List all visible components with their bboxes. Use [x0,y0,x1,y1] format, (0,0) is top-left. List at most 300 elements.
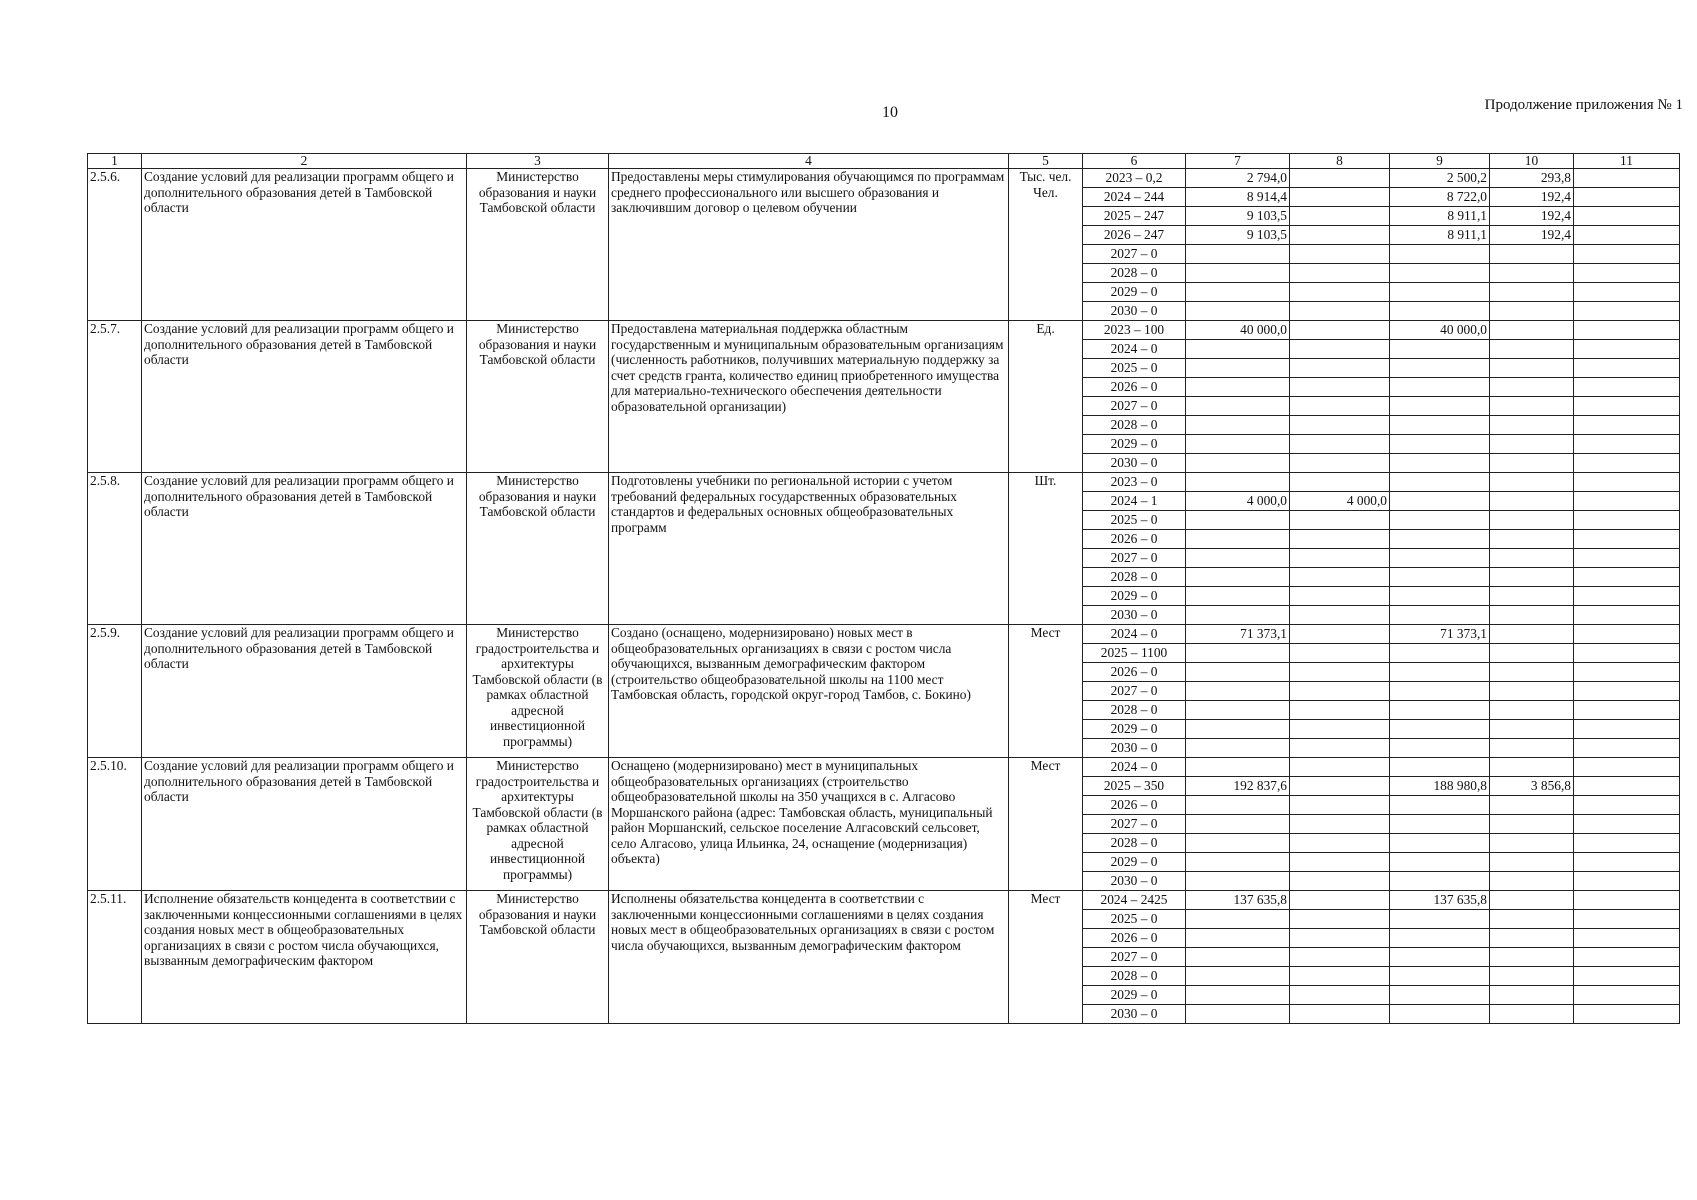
value-c11 [1574,815,1680,834]
value-c8 [1290,682,1390,701]
value-c9 [1390,701,1490,720]
value-c8 [1290,435,1390,454]
value-c9 [1390,796,1490,815]
value-c11 [1574,758,1680,777]
value-c7 [1186,834,1290,853]
value-c8 [1290,891,1390,910]
value-c11 [1574,948,1680,967]
result-description: Предоставлены меры стимулирования обучающимся по программам среднего профессионального или высшего образования и заключившим договор о целевом обучении [609,169,1009,321]
table-row [88,321,1680,340]
column-header-3: 3 [467,154,609,169]
value-c7 [1186,264,1290,283]
value-c10 [1490,910,1574,929]
value-c10 [1490,701,1574,720]
value-c8 [1290,587,1390,606]
value-c9 [1390,511,1490,530]
value-c11 [1574,378,1680,397]
year-indicator: 2025 – 0 [1083,511,1186,530]
value-c9 [1390,682,1490,701]
value-c9 [1390,416,1490,435]
value-c8 [1290,473,1390,492]
value-c9 [1390,1005,1490,1024]
year-indicator: 2025 – 247 [1083,207,1186,226]
value-c9 [1390,473,1490,492]
value-c10 [1490,625,1574,644]
value-c11 [1574,492,1680,511]
value-c11 [1574,739,1680,758]
year-indicator: 2023 – 100 [1083,321,1186,340]
value-c11 [1574,644,1680,663]
value-c11 [1574,416,1680,435]
value-c9 [1390,435,1490,454]
value-c10 [1490,245,1574,264]
value-c11 [1574,397,1680,416]
value-c10: 192,4 [1490,188,1574,207]
value-c11 [1574,321,1680,340]
value-c7 [1186,967,1290,986]
value-c9 [1390,283,1490,302]
value-c10 [1490,948,1574,967]
value-c9 [1390,758,1490,777]
value-c10 [1490,321,1574,340]
value-c11 [1574,853,1680,872]
value-c11 [1574,549,1680,568]
column-header-2: 2 [142,154,467,169]
value-c9 [1390,549,1490,568]
value-c10: 192,4 [1490,226,1574,245]
value-c9 [1390,245,1490,264]
value-c9 [1390,397,1490,416]
year-indicator: 2029 – 0 [1083,986,1186,1005]
year-indicator: 2025 – 350 [1083,777,1186,796]
value-c9 [1390,834,1490,853]
value-c7 [1186,340,1290,359]
value-c8 [1290,397,1390,416]
measure-name: Создание условий для реализации программ общего и дополнительного образования детей в Тамбовской области [142,321,467,473]
executor: Министерство образования и науки Тамбовской области [467,321,609,473]
value-c9 [1390,454,1490,473]
value-c7: 4 000,0 [1186,492,1290,511]
value-c10 [1490,796,1574,815]
value-c11 [1574,511,1680,530]
value-c8 [1290,758,1390,777]
value-c8 [1290,625,1390,644]
value-c11 [1574,302,1680,321]
value-c9 [1390,568,1490,587]
value-c7 [1186,872,1290,891]
column-header-10: 10 [1490,154,1574,169]
result-description: Исполнены обязательства концедента в соответствии с заключенными концессионными соглашениями в целях создания новых мест в общеобразовательных организациях в связи с ростом числа обучающихся, вызванным демографическим фактором [609,891,1009,1024]
value-c11 [1574,720,1680,739]
executor: Министерство образования и науки Тамбовской области [467,891,609,1024]
value-c8 [1290,302,1390,321]
table-row [88,473,1680,492]
value-c7 [1186,454,1290,473]
value-c10 [1490,682,1574,701]
value-c7 [1186,796,1290,815]
value-c7: 9 103,5 [1186,226,1290,245]
value-c7 [1186,682,1290,701]
value-c8 [1290,1005,1390,1024]
year-indicator: 2023 – 0,2 [1083,169,1186,188]
value-c7 [1186,644,1290,663]
column-header-8: 8 [1290,154,1390,169]
year-indicator: 2027 – 0 [1083,815,1186,834]
result-description: Предоставлена материальная поддержка областным государственным и муниципальным образовательным организациям (численность работников, получивших материальную поддержку за счет средств гранта, количество единиц приобретенного имущества для материально-технического обеспечения деятельности образовательной организации) [609,321,1009,473]
value-c7 [1186,245,1290,264]
value-c8 [1290,549,1390,568]
value-c8 [1290,169,1390,188]
year-indicator: 2025 – 1100 [1083,644,1186,663]
value-c10 [1490,644,1574,663]
value-c7: 8 914,4 [1186,188,1290,207]
value-c9 [1390,815,1490,834]
item-number: 2.5.6. [88,169,142,321]
unit: Ед. [1009,321,1083,473]
value-c11 [1574,682,1680,701]
value-c11 [1574,777,1680,796]
unit: Мест [1009,625,1083,758]
value-c11 [1574,929,1680,948]
value-c8 [1290,720,1390,739]
value-c11 [1574,568,1680,587]
value-c10 [1490,454,1574,473]
value-c11 [1574,663,1680,682]
value-c7 [1186,663,1290,682]
value-c10 [1490,473,1574,492]
result-description: Оснащено (модернизировано) мест в муниципальных общеобразовательных организациях (строительство общеобразовательной школы на 350 учащихся в с. Алгасово Моршанского района (адрес: Тамбовская область, муниципальный район Моршанский, сельское поселение Алгасовский сельсовет, село Алгасово, улица Ильинка, 24, оснащение (модернизация) объекта) [609,758,1009,891]
program-table [87,153,1680,1024]
value-c11 [1574,701,1680,720]
result-description: Создано (оснащено, модернизировано) новых мест в общеобразовательных организациях в связи с ростом числа обучающихся, вызванным демографическим фактором (строительство общеобразовательной школы на 1100 мест Тамбовская область, городской округ-город Тамбов, с. Бокино) [609,625,1009,758]
value-c10 [1490,1005,1574,1024]
value-c9 [1390,492,1490,511]
item-number: 2.5.11. [88,891,142,1024]
value-c9 [1390,872,1490,891]
value-c11 [1574,340,1680,359]
year-indicator: 2029 – 0 [1083,720,1186,739]
value-c10: 293,8 [1490,169,1574,188]
year-indicator: 2024 – 2425 [1083,891,1186,910]
year-indicator: 2030 – 0 [1083,454,1186,473]
value-c11 [1574,625,1680,644]
value-c8 [1290,340,1390,359]
value-c7: 137 635,8 [1186,891,1290,910]
year-indicator: 2030 – 0 [1083,302,1186,321]
value-c8 [1290,264,1390,283]
value-c10 [1490,891,1574,910]
value-c7 [1186,701,1290,720]
unit: Мест [1009,758,1083,891]
value-c7 [1186,530,1290,549]
year-indicator: 2029 – 0 [1083,283,1186,302]
value-c9: 40 000,0 [1390,321,1490,340]
value-c8 [1290,701,1390,720]
value-c10 [1490,549,1574,568]
value-c11 [1574,169,1680,188]
value-c7: 71 373,1 [1186,625,1290,644]
value-c9: 71 373,1 [1390,625,1490,644]
value-c10 [1490,283,1574,302]
value-c7 [1186,549,1290,568]
year-indicator: 2027 – 0 [1083,397,1186,416]
value-c11 [1574,796,1680,815]
value-c9 [1390,340,1490,359]
value-c10 [1490,739,1574,758]
value-c8 [1290,929,1390,948]
value-c11 [1574,967,1680,986]
year-indicator: 2029 – 0 [1083,587,1186,606]
year-indicator: 2030 – 0 [1083,606,1186,625]
value-c9 [1390,587,1490,606]
column-header-5: 5 [1009,154,1083,169]
value-c8 [1290,853,1390,872]
executor: Министерство образования и науки Тамбовской области [467,169,609,321]
year-indicator: 2026 – 0 [1083,796,1186,815]
item-number: 2.5.7. [88,321,142,473]
value-c9 [1390,739,1490,758]
value-c9: 137 635,8 [1390,891,1490,910]
value-c11 [1574,986,1680,1005]
year-indicator: 2023 – 0 [1083,473,1186,492]
value-c9 [1390,264,1490,283]
measure-name: Создание условий для реализации программ общего и дополнительного образования детей в Тамбовской области [142,169,467,321]
year-indicator: 2026 – 247 [1083,226,1186,245]
value-c9 [1390,644,1490,663]
year-indicator: 2027 – 0 [1083,245,1186,264]
value-c8 [1290,245,1390,264]
value-c10 [1490,511,1574,530]
value-c9: 2 500,2 [1390,169,1490,188]
table-row [88,625,1680,644]
value-c10 [1490,986,1574,1005]
value-c11 [1574,910,1680,929]
value-c9 [1390,986,1490,1005]
value-c8 [1290,872,1390,891]
value-c9 [1390,720,1490,739]
value-c11 [1574,359,1680,378]
value-c10 [1490,530,1574,549]
year-indicator: 2030 – 0 [1083,1005,1186,1024]
year-indicator: 2025 – 0 [1083,359,1186,378]
year-indicator: 2030 – 0 [1083,739,1186,758]
value-c10 [1490,435,1574,454]
column-header-1: 1 [88,154,142,169]
value-c9 [1390,378,1490,397]
value-c8 [1290,378,1390,397]
value-c11 [1574,264,1680,283]
value-c8 [1290,321,1390,340]
value-c8: 4 000,0 [1290,492,1390,511]
value-c9 [1390,663,1490,682]
value-c7 [1186,720,1290,739]
value-c10 [1490,264,1574,283]
value-c9 [1390,606,1490,625]
value-c7 [1186,587,1290,606]
appendix-note: Продолжение приложения № 1 [1484,97,1683,113]
value-c8 [1290,226,1390,245]
measure-name: Создание условий для реализации программ общего и дополнительного образования детей в Тамбовской области [142,625,467,758]
measure-name: Создание условий для реализации программ общего и дополнительного образования детей в Тамбовской области [142,758,467,891]
value-c11 [1574,530,1680,549]
column-header-9: 9 [1390,154,1490,169]
value-c11 [1574,283,1680,302]
year-indicator: 2029 – 0 [1083,853,1186,872]
value-c7: 9 103,5 [1186,207,1290,226]
year-indicator: 2028 – 0 [1083,264,1186,283]
column-header-11: 11 [1574,154,1680,169]
value-c10 [1490,397,1574,416]
value-c7 [1186,853,1290,872]
value-c10 [1490,967,1574,986]
year-indicator: 2028 – 0 [1083,416,1186,435]
value-c9 [1390,948,1490,967]
value-c10 [1490,872,1574,891]
item-number: 2.5.8. [88,473,142,625]
page-number: 10 [882,104,898,121]
year-indicator: 2028 – 0 [1083,568,1186,587]
value-c7 [1186,283,1290,302]
value-c7: 40 000,0 [1186,321,1290,340]
value-c11 [1574,1005,1680,1024]
measure-name: Создание условий для реализации программ общего и дополнительного образования детей в Тамбовской области [142,473,467,625]
year-indicator: 2024 – 0 [1083,340,1186,359]
value-c9: 8 722,0 [1390,188,1490,207]
year-indicator: 2027 – 0 [1083,549,1186,568]
column-number-row [88,154,1680,169]
value-c11 [1574,207,1680,226]
value-c9 [1390,530,1490,549]
value-c9 [1390,359,1490,378]
value-c8 [1290,606,1390,625]
year-indicator: 2026 – 0 [1083,378,1186,397]
value-c11 [1574,891,1680,910]
value-c7 [1186,606,1290,625]
value-c8 [1290,986,1390,1005]
table-row [88,891,1680,910]
value-c11 [1574,834,1680,853]
item-number: 2.5.9. [88,625,142,758]
value-c7: 192 837,6 [1186,777,1290,796]
value-c10 [1490,663,1574,682]
value-c10 [1490,834,1574,853]
value-c7 [1186,302,1290,321]
value-c8 [1290,511,1390,530]
unit: Тыс. чел. Чел. [1009,169,1083,321]
value-c7 [1186,378,1290,397]
year-indicator: 2029 – 0 [1083,435,1186,454]
value-c10 [1490,302,1574,321]
value-c7 [1186,473,1290,492]
value-c10 [1490,853,1574,872]
value-c8 [1290,283,1390,302]
value-c8 [1290,530,1390,549]
value-c8 [1290,834,1390,853]
table-row [88,169,1680,188]
executor: Министерство градостроительства и архитектуры Тамбовской области (в рамках областной адресной инвестиционной программы) [467,625,609,758]
value-c8 [1290,359,1390,378]
value-c9: 8 911,1 [1390,207,1490,226]
year-indicator: 2030 – 0 [1083,872,1186,891]
value-c11 [1574,435,1680,454]
table-body [88,169,1680,1024]
value-c8 [1290,777,1390,796]
column-header-7: 7 [1186,154,1290,169]
year-indicator: 2024 – 0 [1083,758,1186,777]
value-c8 [1290,188,1390,207]
year-indicator: 2028 – 0 [1083,834,1186,853]
value-c8 [1290,644,1390,663]
value-c8 [1290,454,1390,473]
measure-name: Исполнение обязательств концедента в соответствии с заключенными концессионными соглашениями в целях создания новых мест в общеобразовательных организациях в связи с ростом числа обучающихся, вызванным демографическим фактором [142,891,467,1024]
year-indicator: 2026 – 0 [1083,929,1186,948]
value-c11 [1574,587,1680,606]
value-c7 [1186,359,1290,378]
table-row [88,758,1680,777]
value-c7 [1186,815,1290,834]
value-c10 [1490,758,1574,777]
table-header [88,154,1680,169]
value-c10 [1490,720,1574,739]
value-c8 [1290,796,1390,815]
value-c10 [1490,416,1574,435]
value-c9 [1390,853,1490,872]
value-c7 [1186,758,1290,777]
year-indicator: 2024 – 0 [1083,625,1186,644]
value-c11 [1574,872,1680,891]
item-number: 2.5.10. [88,758,142,891]
value-c7 [1186,416,1290,435]
value-c9 [1390,967,1490,986]
value-c11 [1574,188,1680,207]
column-header-4: 4 [609,154,1009,169]
unit: Шт. [1009,473,1083,625]
value-c7 [1186,910,1290,929]
value-c8 [1290,663,1390,682]
value-c9: 8 911,1 [1390,226,1490,245]
value-c10 [1490,492,1574,511]
value-c10 [1490,568,1574,587]
value-c8 [1290,568,1390,587]
value-c7 [1186,739,1290,758]
value-c9 [1390,910,1490,929]
executor: Министерство градостроительства и архитектуры Тамбовской области (в рамках областной адресной инвестиционной программы) [467,758,609,891]
year-indicator: 2027 – 0 [1083,682,1186,701]
value-c7: 2 794,0 [1186,169,1290,188]
year-indicator: 2028 – 0 [1083,967,1186,986]
year-indicator: 2024 – 1 [1083,492,1186,511]
value-c11 [1574,606,1680,625]
value-c10 [1490,340,1574,359]
value-c8 [1290,416,1390,435]
year-indicator: 2028 – 0 [1083,701,1186,720]
value-c7 [1186,1005,1290,1024]
year-indicator: 2024 – 244 [1083,188,1186,207]
value-c8 [1290,948,1390,967]
year-indicator: 2026 – 0 [1083,530,1186,549]
value-c7 [1186,929,1290,948]
value-c7 [1186,948,1290,967]
value-c9 [1390,302,1490,321]
value-c8 [1290,207,1390,226]
value-c7 [1186,568,1290,587]
value-c10: 3 856,8 [1490,777,1574,796]
value-c8 [1290,815,1390,834]
value-c11 [1574,454,1680,473]
value-c10 [1490,929,1574,948]
value-c7 [1186,986,1290,1005]
unit: Мест [1009,891,1083,1024]
